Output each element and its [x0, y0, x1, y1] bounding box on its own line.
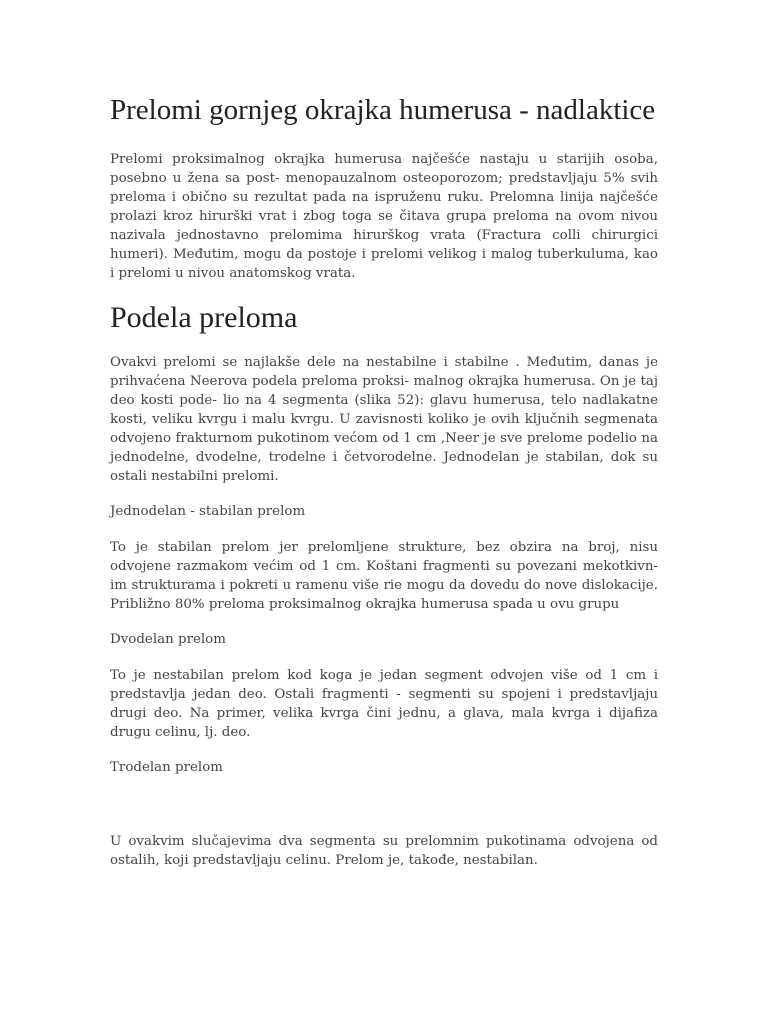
one-part-fracture-paragraph: To je stabilan prelom jer prelomljene strukture, bez obzira na broj, nisu odvojene razmakom većim od 1 cm. Koštani fragmenti su povezani mekotkivn- im strukturama i pokreti u ramenu više rie mogu da dovedu do nove dislokacije. Približno 80% preloma proksimalnog okrajka humerusa spada u ovu grupu [110, 540, 658, 612]
subheading-two-part-fracture: Dvodelan prelom [110, 632, 226, 647]
section-intro-paragraph: Ovakvi prelomi se najlakše dele na nestabilne i stabilne . Međutim, danas je prihvaćena Neerova podela preloma proksi- malnog okrajka humerusa. On je taj deo kosti pode- lio na 4 segmenta (slika 52): glavu humerusa, telo nadlakatne kosti, veliku kvrgu i malu kvrgu. U zavisnosti koliko je ovih ključnih segmenata odvojeno frakturnom pukotinom većom od 1 cm ,Neer je sve prelome podelio na jednodelne, dvodelne, trodelne i četvorodelne. Jednodelan je stabilan, dok su ostali nestabilni prelomi. [110, 355, 658, 484]
document-page [110, 92, 658, 886]
three-part-fracture-paragraph: U ovakvim slučajevima dva segmenta su prelomnim pukotinama odvojena od ostalih, koji predstavljaju celinu. Prelom je, takođe, nestabilan. [110, 834, 658, 868]
subheading-three-part-fracture: Trodelan prelom [110, 760, 223, 775]
subheading-one-part-fracture: Jednodelan - stabilan prelom [110, 504, 306, 519]
document-title: Prelomi gornjeg okrajka humerusa - nadlaktice [110, 94, 656, 126]
figure-gap [110, 794, 658, 832]
section-title: Podela preloma [110, 301, 298, 334]
two-part-fracture-paragraph: To je nestabilan prelom kod koga je jedan segment odvojen više od 1 cm i predstavlja jedan deo. Ostali fragmenti - segmenti su spojeni i predstavljaju drugi deo. Na primer, velika kvrga čini jednu, a glava, mala kvrga i dijafiza drugu celinu, lj. deo. [110, 668, 658, 740]
intro-paragraph: Prelomi proksimalnog okrajka humerusa najčešće nastaju u starijih osoba, posebno u žena sa post- menopauzalnom osteoporozom; predstavljaju 5% svih preloma i obično su rezultat pada na ispruženu ruku. Prelomna linija najčešće prolazi kroz hirurški vrat i zbog toga se čitava grupa preloma na ovom nivou nazivala jednostavno prelomima hirurškog vrata (Fractura colli chirurgici humeri). Međutim, mogu da postoje i prelomi velikog i malog tuberkuluma, kao i prelomi u nivou anatomskog vrata. [110, 152, 658, 281]
